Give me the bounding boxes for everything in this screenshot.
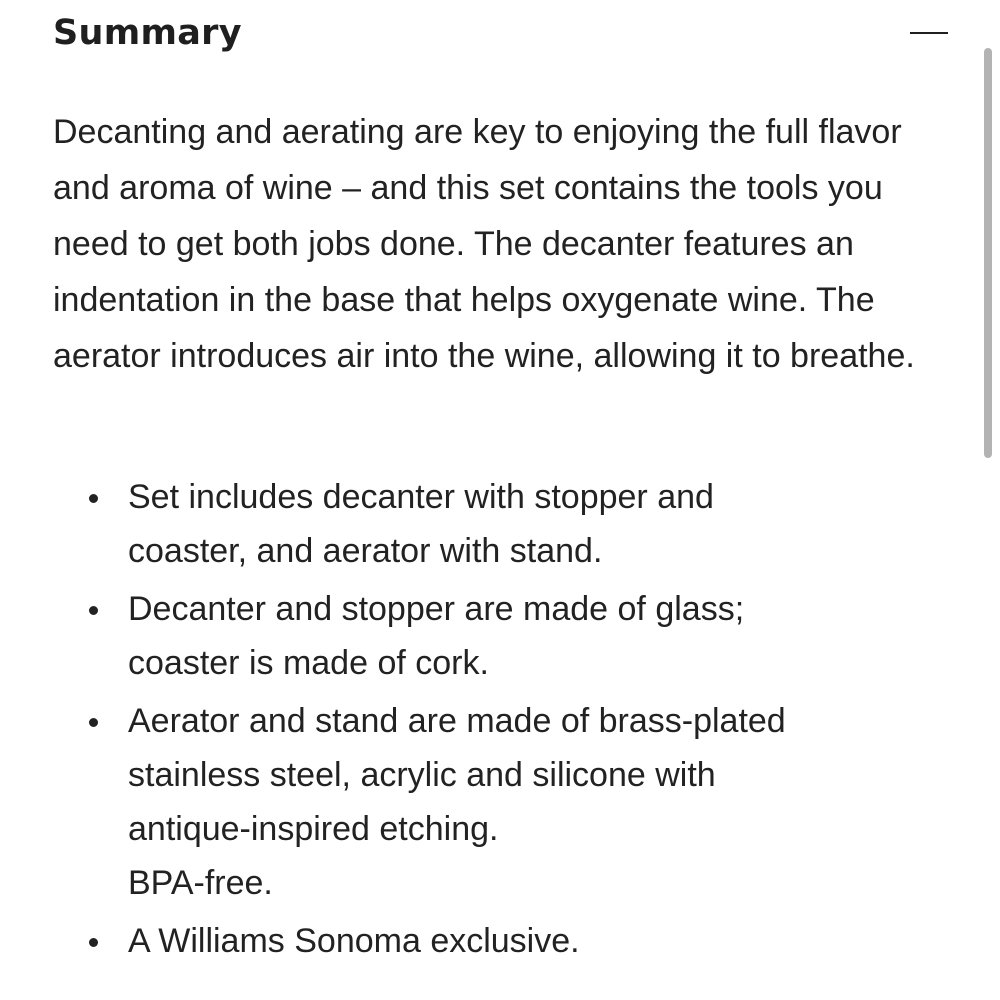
bullet-icon xyxy=(89,494,98,503)
list-item-text: Set includes decanter with stopper and coaster, and aerator with stand. xyxy=(128,478,714,570)
bullet-icon xyxy=(89,938,98,947)
summary-description: Decanting and aerating are key to enjoying the full flavor and aroma of wine – and this set contains the tools you need to get both jobs done. The decanter features an indentation in the base that helps oxygenate wine. The aerator introduces air into the wine, allowing it to breathe. xyxy=(53,113,915,375)
list-item-text: Aerator and stand are made of brass-plated stainless steel, acrylic and silicone with antique-inspired etching. BPA-free. xyxy=(128,702,786,902)
list-item xyxy=(128,470,828,578)
list-item xyxy=(128,694,828,910)
list-item-text: A Williams Sonoma exclusive. xyxy=(128,922,580,960)
list-item xyxy=(128,582,828,690)
list-item xyxy=(128,914,828,968)
section-title: Summary xyxy=(53,13,242,53)
collapse-toggle-button[interactable] xyxy=(900,10,956,56)
scrollbar-thumb[interactable] xyxy=(984,48,992,458)
list-item-text: Decanter and stopper are made of glass; coaster is made of cork. xyxy=(128,590,745,682)
minus-icon xyxy=(910,32,948,34)
feature-list xyxy=(128,470,828,972)
bullet-icon xyxy=(89,606,98,615)
bullet-icon xyxy=(89,718,98,727)
